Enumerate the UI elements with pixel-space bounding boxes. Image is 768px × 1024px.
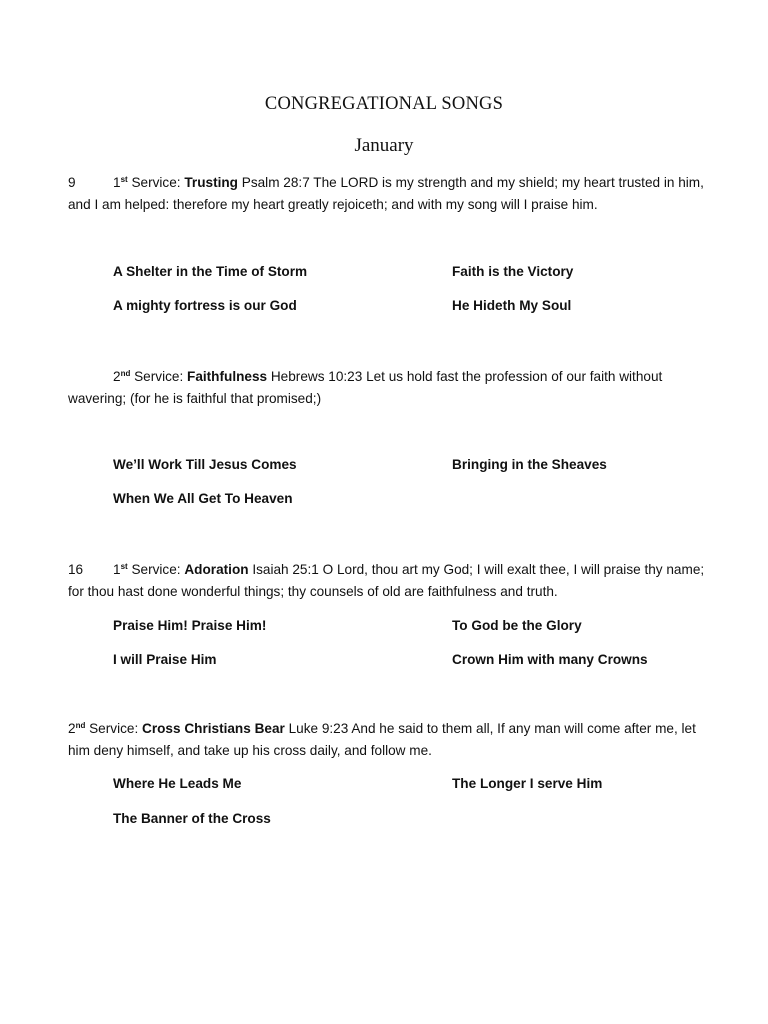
service-date: 16 <box>68 562 84 577</box>
ordinal-suffix: nd <box>120 369 131 378</box>
service-theme: Cross Christians Bear <box>142 721 285 736</box>
service-date: 9 <box>68 175 76 190</box>
song-title: Bringing in the Sheaves <box>452 457 607 472</box>
service-entry <box>68 718 708 762</box>
service-ordinal: 2 <box>68 721 76 736</box>
service-label: Service: <box>130 369 188 384</box>
song-title: A mighty fortress is our God <box>113 298 297 313</box>
scripture-text: Psalm 28:7 The LORD is my strength and my shield; my heart trusted in him, and I am helped: therefore my heart greatly rejoiceth; and with my song will I praise him. <box>68 175 704 212</box>
service-entry <box>68 366 708 410</box>
scripture-text: Isaiah 25:1 O Lord, thou art my God; I will exalt thee, I will praise thy name; for thou hast done wonderful things; thy counsels of old are faithfulness and truth. <box>68 562 705 599</box>
song-title: Faith is the Victory <box>452 264 574 279</box>
service-theme: Trusting <box>184 175 238 190</box>
song-title: A Shelter in the Time of Storm <box>113 264 308 279</box>
song-title: Where He Leads Me <box>113 776 242 791</box>
service-theme: Adoration <box>184 562 249 577</box>
ordinal-suffix: nd <box>75 721 86 730</box>
service-entry <box>68 559 708 603</box>
service-label: Service: <box>85 721 143 736</box>
service-ordinal: 1 <box>113 175 121 190</box>
song-title: When We All Get To Heaven <box>113 491 293 506</box>
song-title: Praise Him! Praise Him! <box>113 618 267 633</box>
service-theme: Faithfulness <box>187 369 268 384</box>
service-label: Service: <box>127 562 185 577</box>
ordinal-suffix: st <box>120 175 128 184</box>
service-ordinal: 1 <box>113 562 121 577</box>
month-heading: January <box>354 135 414 156</box>
song-title: We’ll Work Till Jesus Comes <box>113 457 297 472</box>
song-title: The Banner of the Cross <box>113 811 271 826</box>
song-title: Crown Him with many Crowns <box>452 652 648 667</box>
service-entry <box>68 172 708 216</box>
song-title: To God be the Glory <box>452 618 582 633</box>
scripture-text: Hebrews 10:23 Let us hold fast the profession of our faith without wavering; (for he is faithful that promised;) <box>68 369 663 406</box>
page-title: CONGREGATIONAL SONGS <box>264 94 504 114</box>
ordinal-suffix: st <box>120 562 128 571</box>
service-label: Service: <box>127 175 185 190</box>
service-ordinal: 2 <box>113 369 121 384</box>
scripture-text: Luke 9:23 And he said to them all, If any man will come after me, let him deny himself, and take up his cross daily, and follow me. <box>68 721 696 758</box>
song-title: I will Praise Him <box>113 652 217 667</box>
song-title: The Longer I serve Him <box>452 776 603 791</box>
song-title: He Hideth My Soul <box>452 298 572 313</box>
